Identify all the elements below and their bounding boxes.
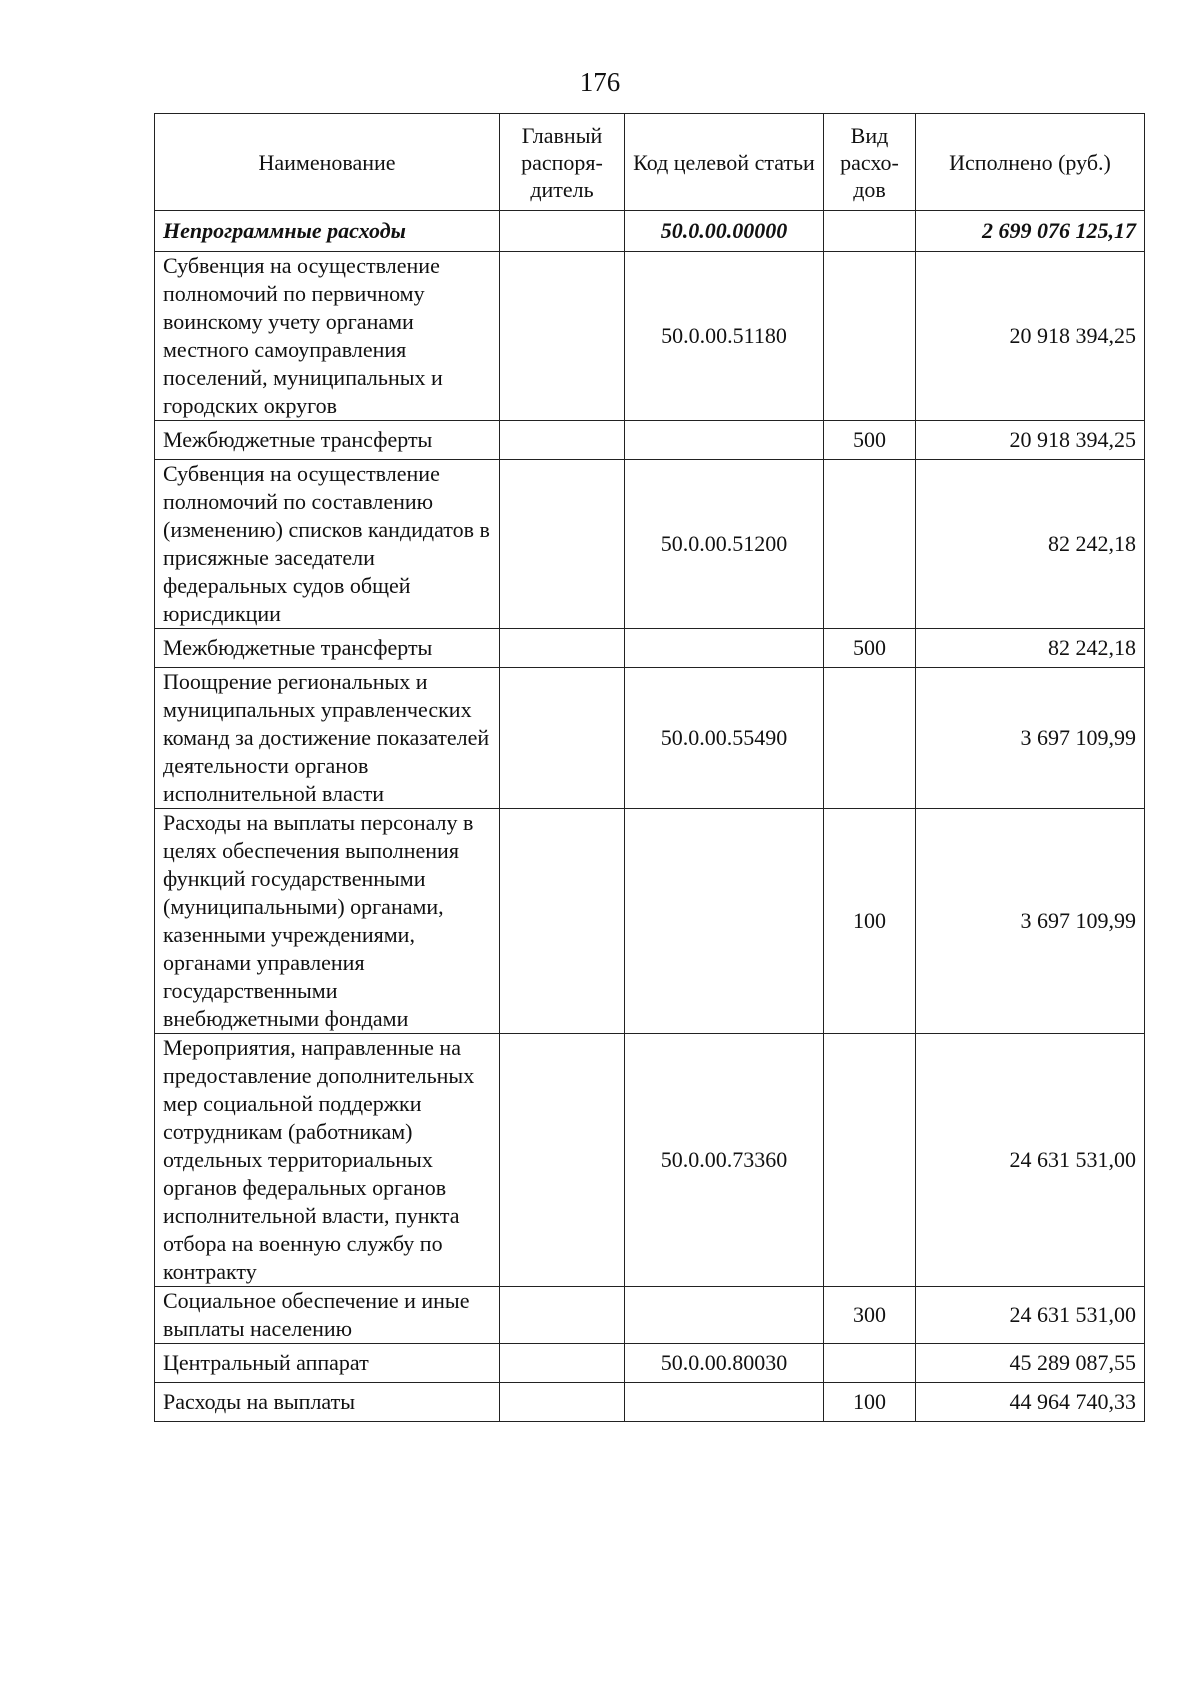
- row-admin: [500, 1383, 625, 1422]
- row-code: [625, 809, 824, 1034]
- row-code: 50.0.00.51200: [625, 460, 824, 629]
- table-row: [155, 421, 1145, 460]
- table-row: [155, 1344, 1145, 1383]
- row-code: [625, 1287, 824, 1344]
- row-admin: [500, 1344, 625, 1383]
- header-name: Наименование: [155, 114, 500, 211]
- row-code: [625, 421, 824, 460]
- row-code: 50.0.00.00000: [625, 211, 824, 252]
- header-type: Вид расхо-дов: [824, 114, 916, 211]
- row-type: 500: [824, 421, 916, 460]
- row-type: [824, 1034, 916, 1287]
- row-admin: [500, 421, 625, 460]
- row-amount: 20 918 394,25: [916, 252, 1145, 421]
- row-admin: [500, 460, 625, 629]
- row-admin: [500, 211, 625, 252]
- row-amount: 44 964 740,33: [916, 1383, 1145, 1422]
- row-amount: 2 699 076 125,17: [916, 211, 1145, 252]
- page-number: 176: [579, 67, 621, 97]
- table-row: [155, 809, 1145, 1034]
- row-name: Мероприятия, направленные на предоставление дополнительных мер социальной поддержки сотрудникам (работникам) отдельных территориальных органов федеральных органов исполнительной власти, пункта отбора на военную службу по контракту: [155, 1034, 500, 1287]
- row-name: Социальное обеспечение и иные выплаты населению: [155, 1287, 500, 1344]
- row-admin: [500, 252, 625, 421]
- row-code: 50.0.00.51180: [625, 252, 824, 421]
- row-amount: 82 242,18: [916, 629, 1145, 668]
- row-amount: 3 697 109,99: [916, 809, 1145, 1034]
- row-amount: 82 242,18: [916, 460, 1145, 629]
- row-type: 300: [824, 1287, 916, 1344]
- row-type: 100: [824, 1383, 916, 1422]
- row-type: [824, 252, 916, 421]
- row-type: [824, 1344, 916, 1383]
- table-row: [155, 1287, 1145, 1344]
- header-code: Код целевой статьи: [625, 114, 824, 211]
- row-type: [824, 460, 916, 629]
- table-row: [155, 460, 1145, 629]
- row-amount: 20 918 394,25: [916, 421, 1145, 460]
- header-admin: Главный распоря-дитель: [500, 114, 625, 211]
- row-name: Межбюджетные трансферты: [155, 421, 500, 460]
- header-amount: Исполнено (руб.): [916, 114, 1145, 211]
- row-code: 50.0.00.55490: [625, 668, 824, 809]
- row-admin: [500, 809, 625, 1034]
- row-admin: [500, 629, 625, 668]
- row-admin: [500, 1287, 625, 1344]
- row-amount: 24 631 531,00: [916, 1287, 1145, 1344]
- row-amount: 45 289 087,55: [916, 1344, 1145, 1383]
- row-admin: [500, 1034, 625, 1287]
- table-row: [155, 1034, 1145, 1287]
- row-type: 500: [824, 629, 916, 668]
- row-type: [824, 668, 916, 809]
- row-code: [625, 629, 824, 668]
- row-name: Межбюджетные трансферты: [155, 629, 500, 668]
- budget-table: [154, 113, 1145, 1422]
- row-code: 50.0.00.80030: [625, 1344, 824, 1383]
- row-name: Субвенция на осуществление полномочий по составлению (изменению) списков кандидатов в присяжные заседатели федеральных судов общей юрисдикции: [155, 460, 500, 629]
- row-name: Непрограммные расходы: [155, 211, 500, 252]
- table-row: [155, 1383, 1145, 1422]
- row-code: 50.0.00.73360: [625, 1034, 824, 1287]
- row-name: Поощрение региональных и муниципальных управленческих команд за достижение показателей деятельности органов исполнительной власти: [155, 668, 500, 809]
- row-name: Субвенция на осуществление полномочий по первичному воинскому учету органами местного самоуправления поселений, муниципальных и городских округов: [155, 252, 500, 421]
- row-type: [824, 211, 916, 252]
- row-code: [625, 1383, 824, 1422]
- table-header-row: [155, 114, 1145, 211]
- row-name: Расходы на выплаты: [155, 1383, 500, 1422]
- row-type: 100: [824, 809, 916, 1034]
- table-row: [155, 668, 1145, 809]
- row-name: Расходы на выплаты персоналу в целях обеспечения выполнения функций государственными (муниципальными) органами, казенными учреждениями, органами управления государственными внебюджетными фондами: [155, 809, 500, 1034]
- row-amount: 3 697 109,99: [916, 668, 1145, 809]
- row-name: Центральный аппарат: [155, 1344, 500, 1383]
- row-admin: [500, 668, 625, 809]
- table-row: [155, 252, 1145, 421]
- table-row: [155, 629, 1145, 668]
- table-row: [155, 211, 1145, 252]
- row-amount: 24 631 531,00: [916, 1034, 1145, 1287]
